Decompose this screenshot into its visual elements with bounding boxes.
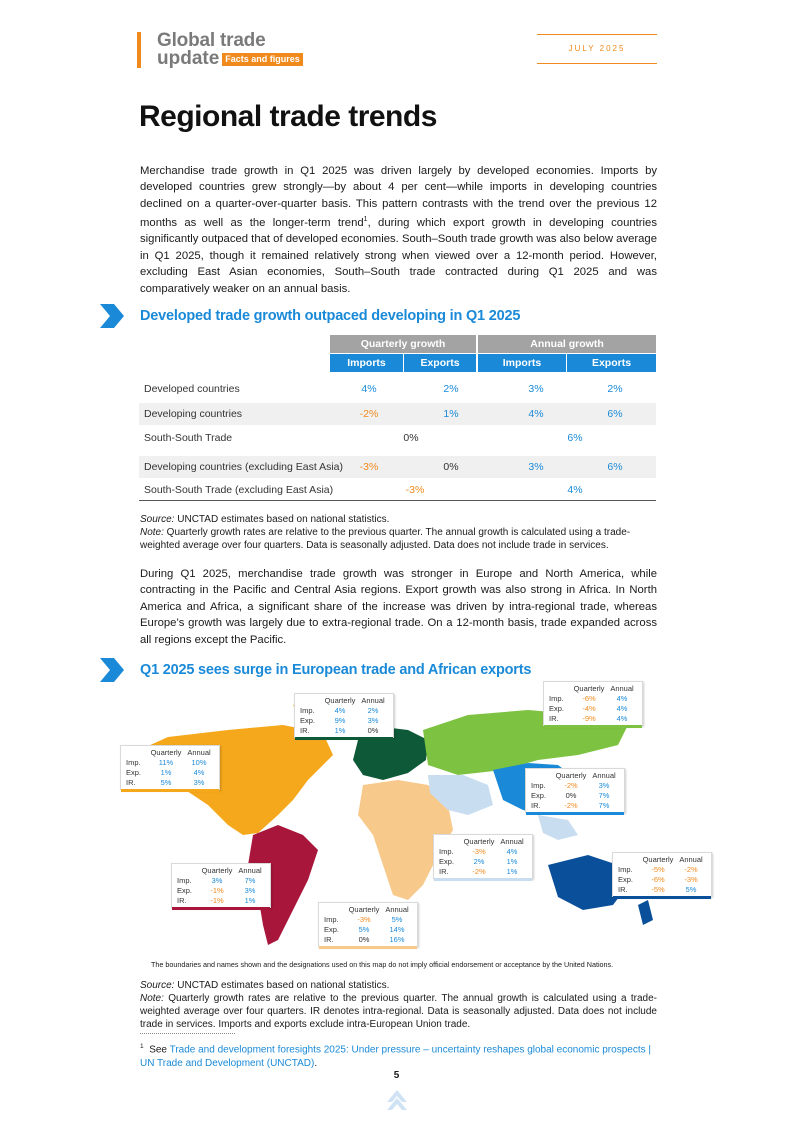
row-imp: Imp. [549,694,564,703]
note-text: Quarterly growth rates are relative to the previous quarter. The annual growth is calculated using a trade-weighted average over four quarters. Data is seasonally adjusted. Data does not include trade in services. [140,527,631,551]
source-line [140,513,657,526]
footnote-lead: See [149,1044,170,1056]
row-ir: IR. [126,778,136,787]
col-annual: Annual [500,837,524,846]
pacific-exp-q: -6% [651,875,665,884]
cell-a-imports: 4% [528,408,544,420]
central-asia-imp-a: 4% [616,694,628,703]
intro-text-1: Merchandise trade growth in Q1 2025 was driven largely by developed economies. Imports by developed countries grew strongly—by about 4 per cent—while imports in developing countries declined on a quarter-over-quarter basis. This pattern contrasts with the trend over the previous 12 months as well as the longer-term trend [140,165,657,229]
brand-title-line1: Global trade [157,30,266,51]
row-label: South-South Trade [144,432,233,444]
row-imp: Imp. [300,706,315,715]
cell-q-imports: -2% [359,408,379,420]
europe-exp-q: 9% [334,716,346,725]
callout-europe [294,693,394,738]
callout-color-bar [613,896,711,899]
row-label: South-South Trade (excluding East Asia) [144,484,334,496]
brand-title-line2 [157,50,303,68]
brand-logo [137,32,303,68]
page-title: Regional trade trends [139,100,437,133]
col-annual: Annual [238,866,262,875]
row-ir: IR. [531,801,541,810]
south-america-exp-q: -1% [210,886,224,895]
row-exp: Exp. [324,925,340,934]
pacific-exp-a: -3% [684,875,698,884]
north-america-exp-q: 1% [160,768,172,777]
row-exp: Exp. [126,768,142,777]
row-imp: Imp. [439,847,454,856]
north-america-imp-q: 11% [158,758,174,767]
row-exp: Exp. [549,704,565,713]
header-annual-exports: Exports [567,354,656,372]
page-number: 5 [393,1070,400,1081]
europe-exp-a: 3% [367,716,379,725]
row-exp: Exp. [618,875,634,884]
south-america-exp-a: 3% [244,886,256,895]
row-imp: Imp. [177,876,192,885]
cell-a-exports: 2% [607,383,623,395]
africa-ir-q: 0% [358,935,370,944]
callout-color-bar [526,812,624,815]
central-asia-ir-q: -9% [582,714,596,723]
cell-a-imports: 3% [528,461,544,473]
back-to-top-icon[interactable] [385,1088,409,1112]
header-quarterly-imports: Imports [330,354,403,372]
central-asia-exp-q: -4% [582,704,596,713]
table-row [139,456,656,478]
row-exp: Exp. [300,716,316,725]
row-ir: IR. [439,867,449,876]
south-america-ir-a: 1% [244,896,256,905]
pacific-imp-q: -5% [651,865,665,874]
row-exp: Exp. [531,791,547,800]
callout-central-asia [543,681,643,726]
west-asia-ir-q: -2% [472,867,486,876]
callout-color-bar [319,946,417,949]
row-label: Developed countries [144,383,240,395]
section-heading-1 [98,302,520,330]
europe-ir-a: 0% [367,726,379,735]
footnote-tail: . [314,1058,318,1070]
intro-paragraph [140,163,657,297]
row-imp: Imp. [324,915,339,924]
cell-q-exports: 1% [443,408,459,420]
region-southeast-asia [538,815,578,840]
europe-imp-q: 4% [334,706,346,715]
west-asia-exp-q: 2% [473,857,485,866]
africa-imp-q: -3% [357,915,371,924]
central-asia-ir-a: 4% [616,714,628,723]
col-quarterly: Quarterly [150,748,182,757]
africa-exp-a: 14% [389,925,405,934]
col-annual: Annual [592,771,616,780]
issue-date: JULY 2025 [537,34,657,64]
row-imp: Imp. [126,758,141,767]
row-ir: IR. [324,935,334,944]
footnote-divider [140,1033,235,1034]
footnote-link[interactable]: Trade and development foresights 2025: Under pressure – uncertainty reshapes global economic prospects | UN Trade and Development (UNCTAD) [140,1044,651,1070]
footnote-number: 1 [140,1043,144,1050]
header-quarterly-growth: Quarterly growth [330,335,476,353]
row-ir: IR. [549,714,559,723]
footnote-ref[interactable]: 1 [363,216,368,224]
pacific-ir-a: 5% [685,885,697,894]
col-quarterly: Quarterly [348,905,380,914]
note-text: Quarterly growth rates are relative to the previous quarter. The annual growth is calculated using a trade-weighted average over four quarters. IR denotes intra-regional. Data is seasonally adjusted. Data does not include trade in services. Imports and exports exclude intra-European Union trade. [140,993,657,1030]
chevron-right-icon [98,302,126,330]
source-label: Source: [140,514,175,525]
east-asia-imp-a: 3% [598,781,610,790]
cell-a-imports: 3% [528,383,544,395]
col-annual: Annual [679,855,703,864]
chevron-right-icon [98,656,126,684]
africa-imp-a: 5% [391,915,403,924]
note-line [140,526,657,552]
col-annual: Annual [187,748,211,757]
region-new-zealand [638,900,653,925]
intro-text-2: , during which export growth in developing countries significantly outpaced that of developed economies. South–South trade growth was also below average in Q1 2025, though it remained relatively strong when viewed over a 12-month period. However, excluding East Asian economies, South–South trade contracted during Q1 2025 and was comparatively weaker on an annual basis. [140,216,657,295]
cell-a-combined: 6% [567,432,583,444]
west-asia-imp-q: -3% [472,847,486,856]
callout-east-asia [525,768,625,813]
south-america-ir-q: -1% [210,896,224,905]
col-annual: Annual [385,905,409,914]
north-america-exp-a: 4% [193,768,205,777]
west-asia-exp-a: 1% [506,857,518,866]
row-exp: Exp. [177,886,193,895]
callout-color-bar [544,725,642,728]
cell-q-imports: 4% [361,383,377,395]
south-america-imp-a: 7% [244,876,256,885]
table-source-note [140,513,657,552]
europe-ir-q: 1% [334,726,346,735]
cell-q-imports: -3% [359,461,379,473]
source-line [140,979,657,992]
callout-color-bar [295,737,393,740]
cell-a-combined: 4% [567,484,583,496]
section-heading-2 [98,656,531,684]
cell-q-exports: 0% [443,461,459,473]
cell-q-combined: 0% [403,432,419,444]
central-asia-exp-a: 4% [616,704,628,713]
note-label: Note: [140,993,164,1004]
row-imp: Imp. [531,781,546,790]
east-asia-exp-q: 0% [565,791,577,800]
source-text: UNCTAD estimates based on national statistics. [174,514,390,525]
east-asia-imp-q: -2% [564,781,578,790]
table-row [139,378,656,400]
table-bottom-rule [139,500,656,501]
row-label: Developing countries (excluding East Asia) [144,461,344,473]
note-line [140,992,657,1031]
col-quarterly: Quarterly [463,837,495,846]
callout-africa [318,902,418,947]
cell-q-exports: 2% [443,383,459,395]
col-quarterly: Quarterly [555,771,587,780]
east-asia-ir-a: 7% [598,801,610,810]
table-row [139,479,656,501]
col-quarterly: Quarterly [573,684,605,693]
header-annual-imports: Imports [478,354,566,372]
header-annual-growth: Annual growth [478,335,656,353]
west-asia-imp-a: 4% [506,847,518,856]
callout-color-bar [172,907,270,910]
south-america-imp-q: 3% [211,876,223,885]
header-quarterly-exports: Exports [404,354,476,372]
callout-pacific [612,852,712,897]
row-ir: IR. [618,885,628,894]
north-america-imp-a: 10% [191,758,207,767]
col-annual: Annual [610,684,634,693]
africa-exp-q: 5% [358,925,370,934]
footnote [140,1040,657,1071]
table-row [139,403,656,425]
africa-ir-a: 16% [389,935,405,944]
pacific-ir-q: -5% [651,885,665,894]
col-quarterly: Quarterly [642,855,674,864]
col-annual: Annual [361,696,385,705]
west-asia-ir-a: 1% [506,867,518,876]
map-disclaimer: The boundaries and names shown and the designations used on this map do not imply official endorsement or acceptance by the United Nations. [151,960,614,969]
row-imp: Imp. [618,865,633,874]
col-quarterly: Quarterly [201,866,233,875]
row-label: Developing countries [144,408,243,420]
map-source-note [140,979,657,1031]
section-title-2: Q1 2025 sees surge in European trade and African exports [140,662,532,678]
row-ir: IR. [300,726,310,735]
callout-color-bar [434,878,532,881]
brand-tag: Facts and figures [222,53,303,66]
europe-imp-a: 2% [367,706,379,715]
table-row [139,427,656,449]
north-america-ir-a: 3% [193,778,205,787]
east-asia-exp-a: 7% [598,791,610,800]
brand-title-update: update [157,48,220,69]
row-ir: IR. [177,896,187,905]
regional-paragraph: During Q1 2025, merchandise trade growth was stronger in Europe and North America, while contracting in the Pacific and Central Asia regions. Export growth was also strong in Africa. In North America and Africa, a significant share of the increase was driven by intra-regional trade, whereas Europe’s growth was largely due to extra-regional trade. On a 12-month basis, trade expanded across all regions except the Pacific. [140,568,657,646]
pacific-imp-a: -2% [684,865,698,874]
source-text: UNCTAD estimates based on national statistics. [174,980,390,991]
row-exp: Exp. [439,857,455,866]
col-quarterly: Quarterly [324,696,356,705]
cell-q-combined: -3% [405,484,425,496]
section-title-1: Developed trade growth outpaced developing in Q1 2025 [140,308,521,324]
source-label: Source: [140,980,175,991]
callout-color-bar [121,789,219,792]
callout-north-america [120,745,220,790]
cell-a-exports: 6% [607,408,623,420]
callout-west-asia [433,834,533,879]
note-label: Note: [140,527,164,538]
cell-a-exports: 6% [607,461,623,473]
central-asia-imp-q: -6% [582,694,596,703]
north-america-ir-q: 5% [160,778,172,787]
callout-south-america [171,863,271,908]
east-asia-ir-q: -2% [564,801,578,810]
